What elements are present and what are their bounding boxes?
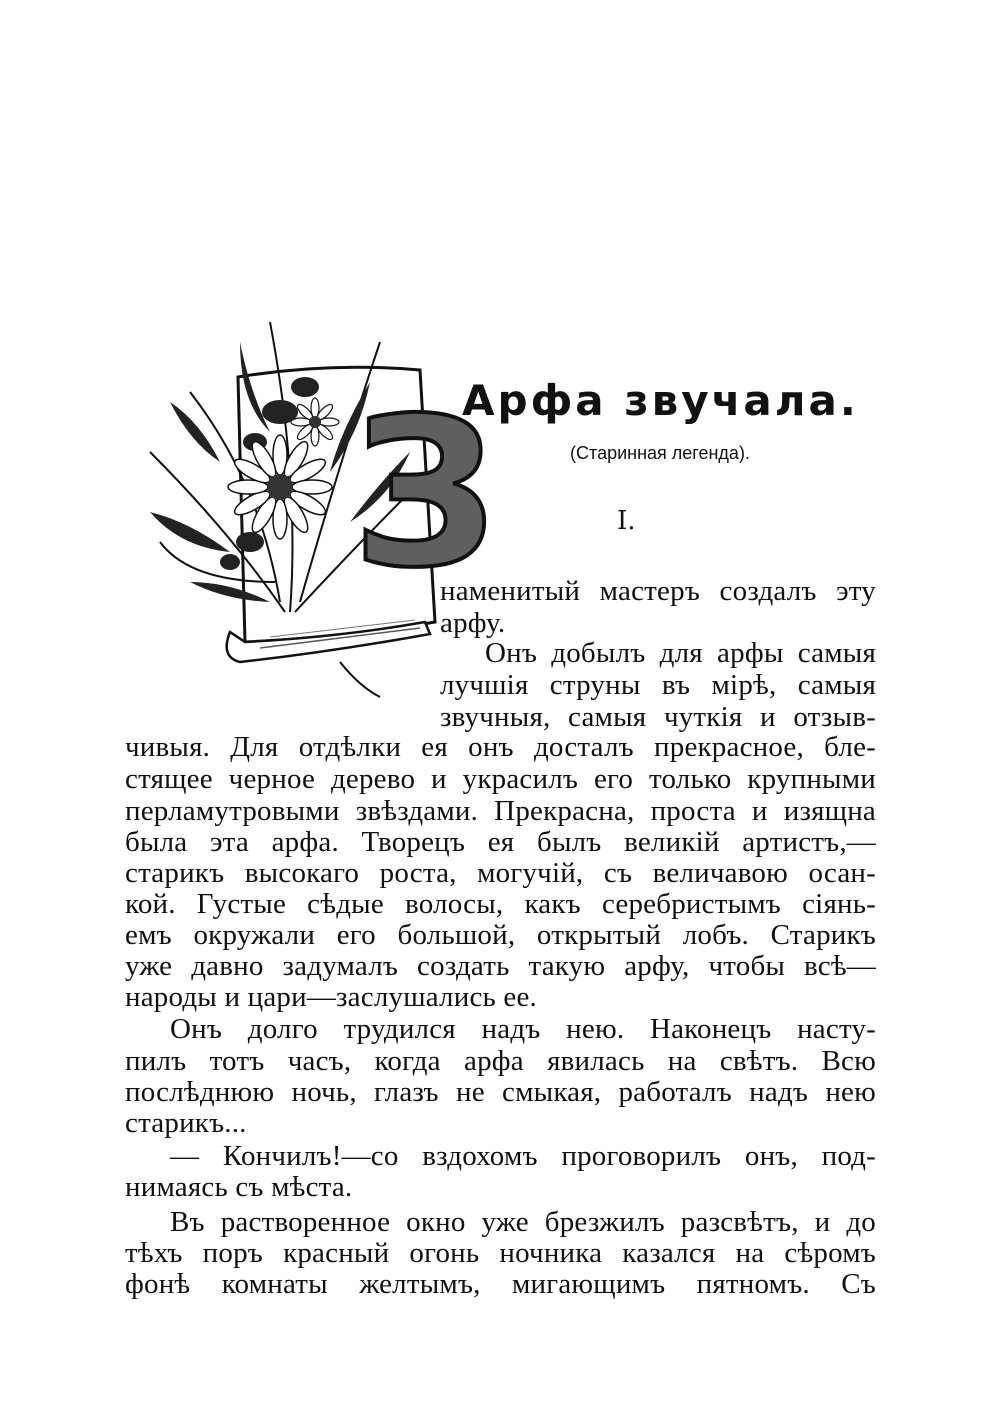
text-line: арфу. [440,607,506,639]
text-line: тѣхъ поръ красный огонь ночника казался на сѣромъ [125,1237,876,1269]
text-line: нимаясь съ мѣста. [125,1171,353,1203]
text-line: — Кончилъ!—со вздохомъ проговорилъ онъ, под- [170,1140,876,1172]
text-line: старикъ... [125,1107,247,1139]
text-line: стящее черное дерево и украсилъ его только крупными [125,763,876,795]
text-line: лучшія струны въ мірѣ, самыя [440,669,876,701]
text-line: фонѣ комнаты желтымъ, мигающимъ пятномъ. Съ [125,1268,876,1300]
text-line: уже давно задумалъ создать такую арфу, чтобы всѣ— [125,950,876,982]
text-line: емъ окружали его большой, открытый лобъ. Старикъ [125,919,876,951]
text-line: Въ растворенное окно уже брезжилъ разсвѣтъ, и до [170,1206,876,1238]
story-subtitle: (Старинная легенда). [570,443,750,463]
text-line: народы и цари—заслушались ее. [125,981,537,1013]
chapter-number: I. [617,506,636,536]
text-line: перламутровыми звѣздами. Прекрасна, проста и изящна [125,795,876,827]
text-line: была эта арфа. Творецъ ея былъ великій артистъ,— [125,826,876,858]
text-line: кой. Густые сѣдые волосы, какъ серебристымъ сіянь- [125,888,876,920]
text-line: чивыя. Для отдѣлки ея онъ досталъ прекрасное, бле- [125,731,876,763]
text-line: Онъ долго трудился надъ нею. Наконецъ насту- [170,1013,876,1045]
story-title: Арфа звучала. [462,376,859,425]
text-line: Онъ добылъ для арфы самыя [485,637,876,669]
text-line: старикъ высокаго роста, могучій, съ величавою осан- [125,857,876,889]
text-line: наменитый мастеръ создалъ эту [440,575,876,607]
text-line: звучныя, самыя чуткія и отзыв- [440,701,876,733]
drop-cap-letter: З [352,375,498,613]
text-line: послѣднюю ночь, глазъ не смыкая, работалъ надъ нею [125,1076,876,1108]
text-line: пилъ тотъ часъ, когда арфа явилась на свѣтъ. Всю [125,1045,876,1077]
